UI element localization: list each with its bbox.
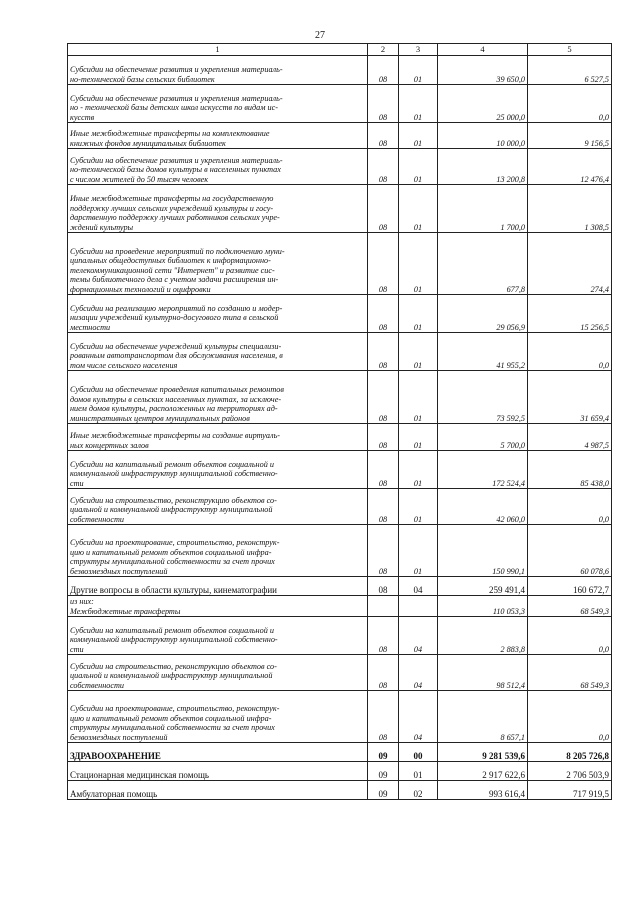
row-name-cell: Другие вопросы в области культуры, кинематографии [68,577,368,596]
row-section-code-cell: 08 [368,525,399,577]
row-name-cell: Субсидии на обеспечение учреждений культуры специализи- рованным автотранспортом для обслуживания населения, в том числе сельского населения [68,333,368,371]
row-value-col5-cell: 0,0 [528,617,612,655]
table-row [68,596,612,617]
budget-table [67,43,612,800]
row-value-col4-cell: 9 281 539,6 [438,743,528,762]
row-name-cell: Субсидии на обеспечение развития и укрепления материаль- но - технической базы детских школ искусств по видам ис- кусств [68,85,368,123]
row-name-cell: Субсидии на строительство, реконструкцию объектов со- циальной и коммунальной инфраструктур муниципальной собственности [68,489,368,525]
row-value-col5-cell: 31 659,4 [528,371,612,424]
row-value-col5-cell: 9 156,5 [528,123,612,149]
table-row [68,762,612,781]
row-section-code-cell [368,596,399,617]
table-row [68,743,612,762]
header-cell-5: 5 [528,44,612,56]
row-section-code-cell: 08 [368,233,399,295]
row-value-col4-cell: 5 700,0 [438,424,528,451]
row-name-cell: Стационарная медицинская помощь [68,762,368,781]
row-value-col5-cell: 1 308,5 [528,185,612,233]
row-subsection-code-cell: 02 [399,781,438,800]
row-value-col5-cell: 68 549,3 [528,655,612,691]
row-subsection-code-cell: 01 [399,233,438,295]
row-subsection-code-cell: 01 [399,424,438,451]
table-row [68,489,612,525]
row-value-col5-cell: 8 205 726,8 [528,743,612,762]
table-row [68,525,612,577]
row-section-code-cell: 08 [368,85,399,123]
row-value-col4-cell: 993 616,4 [438,781,528,800]
table-row [68,123,612,149]
row-value-col5-cell: 0,0 [528,85,612,123]
row-subsection-code-cell: 01 [399,371,438,424]
row-value-col5-cell: 15 256,5 [528,295,612,333]
table-row [68,333,612,371]
row-value-col4-cell: 172 524,4 [438,451,528,489]
table-row [68,781,612,800]
row-subsection-code-cell: 01 [399,489,438,525]
row-name-cell: Субсидии на строительство, реконструкцию объектов со- циальной и коммунальной инфраструктур муниципальной собственности [68,655,368,691]
row-subsection-code-cell: 04 [399,691,438,743]
row-name-cell: Амбулаторная помощь [68,781,368,800]
row-name-cell: Субсидии на реализацию мероприятий по созданию и модер- низации учреждений культурно-досугового типа в сельской местности [68,295,368,333]
table-row [68,691,612,743]
row-section-code-cell: 08 [368,489,399,525]
row-value-col4-cell: 13 200,8 [438,149,528,185]
row-subsection-code-cell [399,596,438,617]
row-name-cell: Субсидии на капитальный ремонт объектов социальной и коммунальной инфраструктур муниципальной собственно- сти [68,451,368,489]
row-value-col5-cell: 160 672,7 [528,577,612,596]
row-value-col4-cell: 39 650,0 [438,56,528,85]
row-value-col4-cell: 259 491,4 [438,577,528,596]
row-subsection-code-cell: 01 [399,333,438,371]
row-name-cell: Субсидии на проектирование, строительство, реконструк- цию и капитальный ремонт объектов социальной инфра- структуры муниципальной собственности за счет прочих безвозмездных поступлений [68,691,368,743]
row-name-cell: Иные межбюджетные трансферты на создание виртуаль- ных концертных залов [68,424,368,451]
row-section-code-cell: 09 [368,762,399,781]
row-section-code-cell: 08 [368,451,399,489]
table-row [68,655,612,691]
row-value-col4-cell: 110 053,3 [438,596,528,617]
row-value-col4-cell: 1 700,0 [438,185,528,233]
row-section-code-cell: 09 [368,743,399,762]
row-name-cell: Субсидии на обеспечение проведения капитальных ремонтов домов культуры в сельских населенных пунктах, за исключе- нием домов культуры, расположенных на территориях ад- министративных центров муниципальных районов [68,371,368,424]
row-section-code-cell: 08 [368,185,399,233]
row-value-col4-cell: 25 000,0 [438,85,528,123]
row-value-col4-cell: 2 917 622,6 [438,762,528,781]
row-section-code-cell: 08 [368,149,399,185]
row-value-col4-cell: 150 990,1 [438,525,528,577]
table-row [68,185,612,233]
row-value-col4-cell: 29 056,9 [438,295,528,333]
row-subsection-code-cell: 01 [399,85,438,123]
row-value-col5-cell: 85 438,0 [528,451,612,489]
header-cell-2: 2 [368,44,399,56]
row-section-code-cell: 08 [368,655,399,691]
row-value-col5-cell: 2 706 503,9 [528,762,612,781]
row-subsection-code-cell: 01 [399,149,438,185]
row-value-col5-cell: 274,4 [528,233,612,295]
row-subsection-code-cell: 04 [399,617,438,655]
row-name-cell: Субсидии на обеспечение развития и укрепления материаль- но-технической базы сельских библиотек [68,56,368,85]
row-name-cell: Субсидии на капитальный ремонт объектов социальной и коммунальной инфраструктур муниципальной собственно- сти [68,617,368,655]
row-subsection-code-cell: 01 [399,185,438,233]
table-row [68,371,612,424]
row-subsection-code-cell: 01 [399,525,438,577]
row-name-cell: Субсидии на проектирование, строительство, реконструк- цию и капитальный ремонт объектов социальной инфра- структуры муниципальной собственности за счет прочих безвозмездных поступлений [68,525,368,577]
table-row [68,85,612,123]
row-section-code-cell: 08 [368,371,399,424]
row-value-col5-cell: 0,0 [528,333,612,371]
row-subsection-code-cell: 01 [399,295,438,333]
header-cell-1: 1 [68,44,368,56]
row-section-code-cell: 08 [368,424,399,451]
row-name-cell: из них: Межбюджетные трансферты [68,596,368,617]
row-name-cell: Субсидии на проведение мероприятий по подключению муни- ципальных общедоступных библиотек к информационно- телекоммуникационной сети "Интернет" и развитие сис- темы библиотечного дела с учетом задачи расширения ин- формационных технологий и оцифровки [68,233,368,295]
row-subsection-code-cell: 01 [399,123,438,149]
row-value-col4-cell: 2 883,8 [438,617,528,655]
row-value-col5-cell: 0,0 [528,691,612,743]
row-value-col4-cell: 73 592,5 [438,371,528,424]
row-value-col5-cell: 0,0 [528,489,612,525]
row-value-col4-cell: 8 657,1 [438,691,528,743]
row-name-cell: Иные межбюджетные трансферты на комплектование книжных фондов муниципальных библиотек [68,123,368,149]
row-subsection-code-cell: 04 [399,577,438,596]
row-section-code-cell: 08 [368,56,399,85]
budget-table-body [68,44,612,800]
row-section-code-cell: 08 [368,691,399,743]
header-cell-4: 4 [438,44,528,56]
row-subsection-code-cell: 01 [399,762,438,781]
table-row [68,577,612,596]
row-subsection-code-cell: 01 [399,451,438,489]
table-row [68,233,612,295]
table-row [68,149,612,185]
row-name-cell: ЗДРАВООХРАНЕНИЕ [68,743,368,762]
header-cell-3: 3 [399,44,438,56]
row-section-code-cell: 08 [368,333,399,371]
row-value-col5-cell: 4 987,5 [528,424,612,451]
table-row [68,295,612,333]
row-subsection-code-cell: 04 [399,655,438,691]
row-value-col5-cell: 60 078,6 [528,525,612,577]
row-section-code-cell: 08 [368,295,399,333]
row-name-cell: Субсидии на обеспечение развития и укрепления материаль- но-технической базы домов культуры в населенных пунктах с числом жителей до 50 тысяч человек [68,149,368,185]
row-value-col5-cell: 717 919,5 [528,781,612,800]
row-section-code-cell: 08 [368,123,399,149]
table-row [68,617,612,655]
row-value-col4-cell: 98 512,4 [438,655,528,691]
row-section-code-cell: 08 [368,577,399,596]
table-row [68,451,612,489]
page-number: 27 [315,30,325,41]
row-value-col4-cell: 41 955,2 [438,333,528,371]
row-value-col5-cell: 12 476,4 [528,149,612,185]
row-value-col4-cell: 10 000,0 [438,123,528,149]
table-header-row [68,44,612,56]
table-row [68,424,612,451]
row-subsection-code-cell: 01 [399,56,438,85]
row-subsection-code-cell: 00 [399,743,438,762]
row-value-col4-cell: 42 060,0 [438,489,528,525]
row-name-cell: Иные межбюджетные трансферты на государственную поддержку лучших сельских учреждений культуры и госу- дарственную поддержку лучших работников сельских учре- ждений культуры [68,185,368,233]
row-section-code-cell: 09 [368,781,399,800]
row-value-col4-cell: 677,8 [438,233,528,295]
row-value-col5-cell: 6 527,5 [528,56,612,85]
row-section-code-cell: 08 [368,617,399,655]
row-value-col5-cell: 68 549,3 [528,596,612,617]
table-row [68,56,612,85]
